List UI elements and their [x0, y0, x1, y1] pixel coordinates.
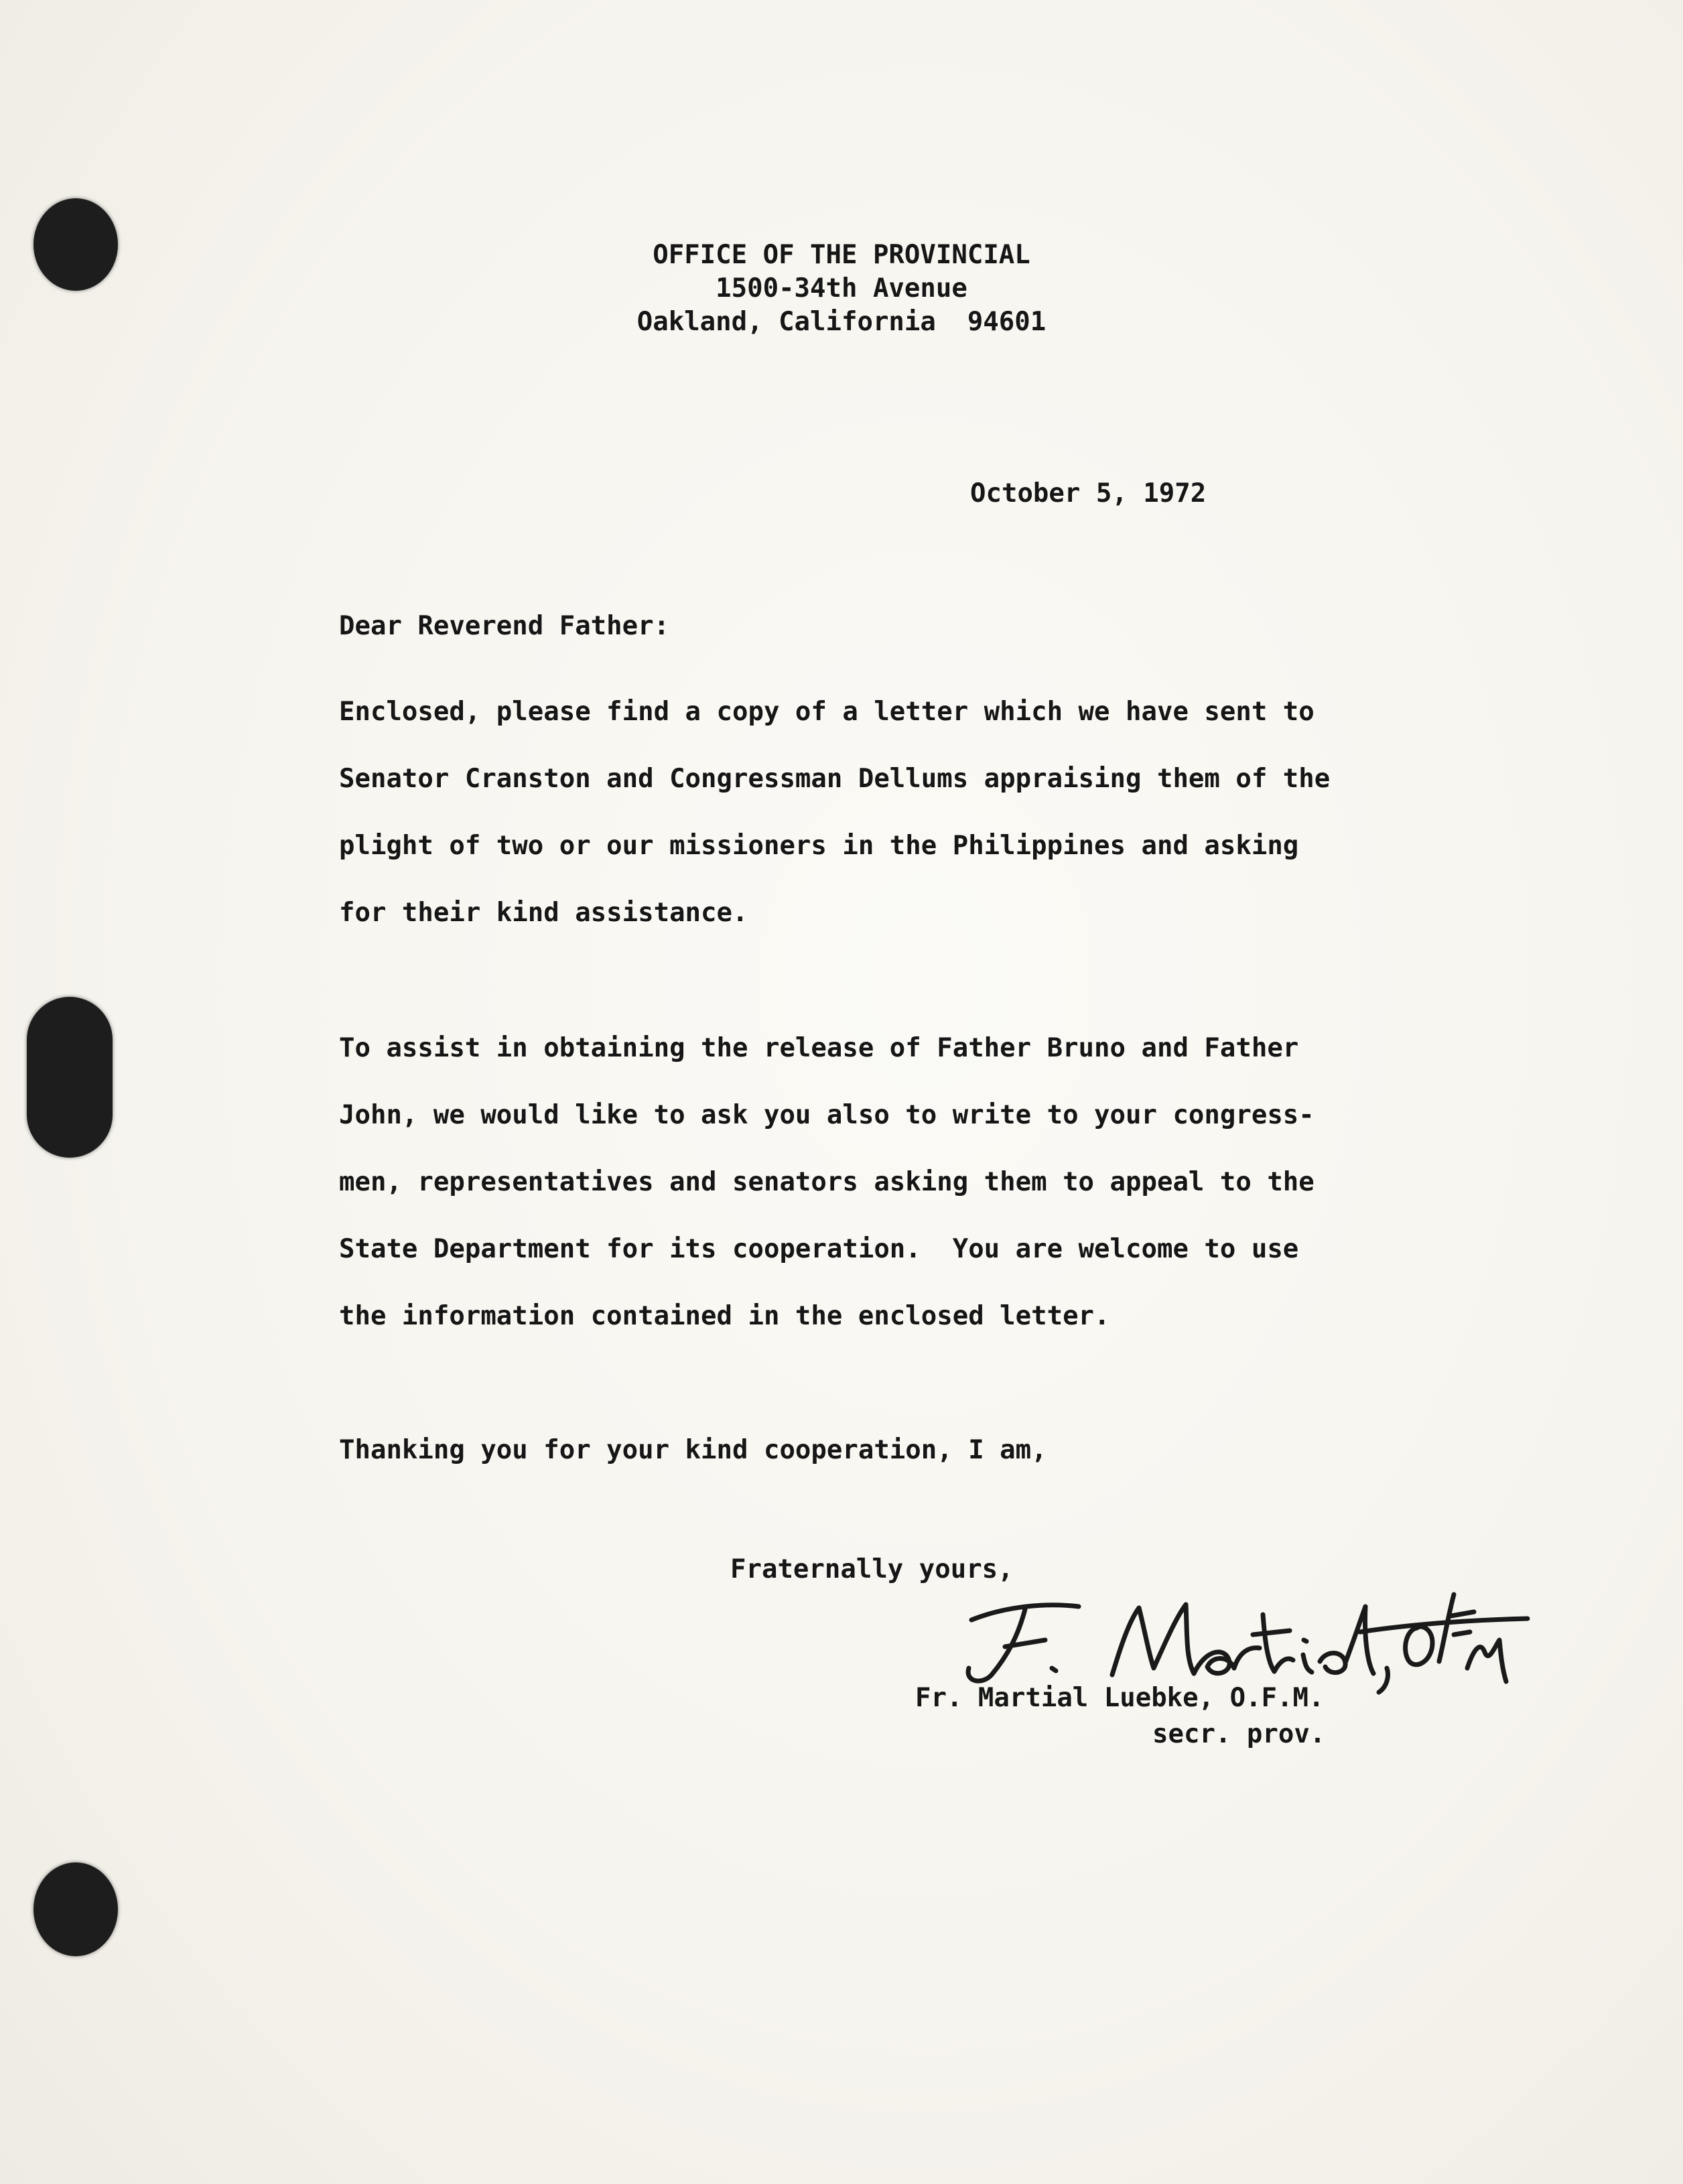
- paragraph-2-line: State Department for its cooperation. You are welcome to use: [339, 1234, 1299, 1264]
- paragraph-2-line: men, representatives and senators asking them to appeal to the: [339, 1167, 1315, 1197]
- punch-hole-middle: [27, 997, 113, 1158]
- signer-title: secr. prov.: [1152, 1719, 1326, 1749]
- paragraph-2-line: John, we would like to ask you also to write to your congress-: [339, 1100, 1315, 1130]
- handwritten-signature: [945, 1568, 1534, 1695]
- paragraph-2-line: the information contained in the enclosed letter.: [339, 1301, 1110, 1331]
- salutation: Dear Reverend Father:: [339, 611, 670, 641]
- valediction: Fraternally yours,: [730, 1554, 1014, 1584]
- paragraph-1-line: Senator Cranston and Congressman Dellums appraising them of the: [339, 764, 1331, 794]
- signer-name: Fr. Martial Luebke, O.F.M.: [915, 1683, 1325, 1713]
- paragraph-1-line: for their kind assistance.: [339, 898, 748, 928]
- letterhead-street: 1500-34th Avenue: [716, 273, 967, 303]
- paragraph-1-line: plight of two or our missioners in the Philippines and asking: [339, 831, 1299, 861]
- paragraph-2-line: To assist in obtaining the release of Father Bruno and Father: [339, 1033, 1299, 1063]
- paragraph-1-line: Enclosed, please find a copy of a letter which we have sent to: [339, 697, 1315, 727]
- punch-hole-bottom: [33, 1862, 118, 1956]
- letterhead-city: Oakland, California 94601: [636, 307, 1047, 337]
- letter-date: October 5, 1972: [970, 478, 1207, 508]
- letterhead-office: OFFICE OF THE PROVINCIAL: [653, 240, 1030, 270]
- closing-line: Thanking you for your kind cooperation, I am,: [339, 1435, 1047, 1465]
